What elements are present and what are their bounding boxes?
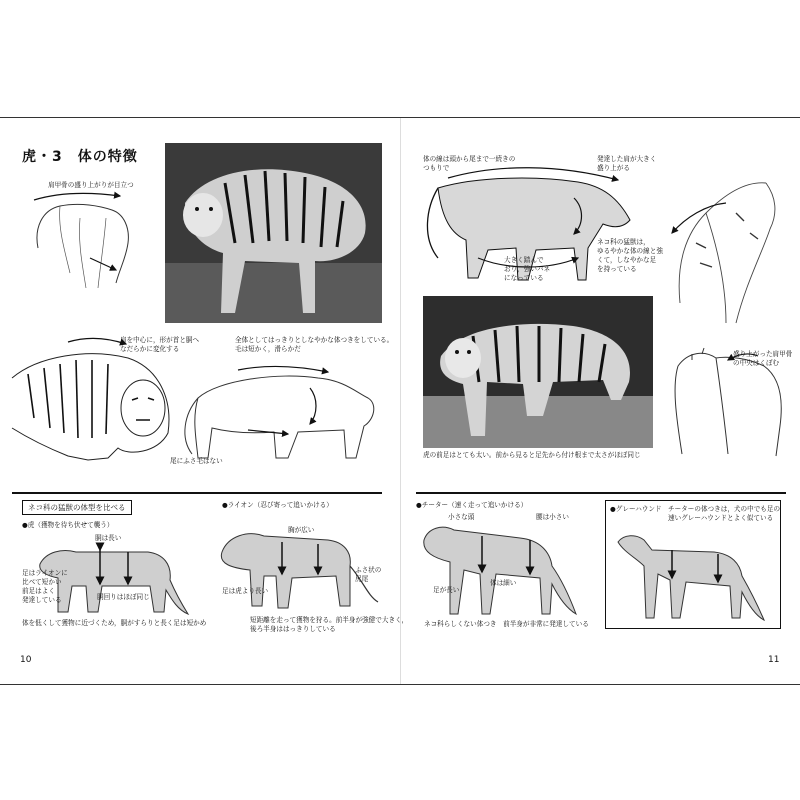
greyhound-note: チーターの体つきは，犬の中でも足の 速いグレーハウンドとよく似ている <box>668 505 781 522</box>
tiger-caption: 体を低くして獲物に近づくため，胴がすらりと長く足は短かめ <box>22 619 207 627</box>
cheetah-label: ●チーター（速く走って追いかける） <box>416 501 528 509</box>
cheetah-head-note: 小さな頭 <box>448 513 475 521</box>
page-number-left: 10 <box>20 655 32 665</box>
shoulder-back-annotation: 盛り上がった肩甲骨 の中央はくぼむ <box>733 350 793 367</box>
cheetah-silhouette <box>420 518 580 618</box>
whole-body-annotation: 全体としてはっきりとしなやかな体つきをしている。 毛は短かく，滑らかだ <box>235 336 394 353</box>
page-number-right: 11 <box>768 655 780 665</box>
tiger-outline-sketch <box>178 358 388 473</box>
book-spread <box>0 117 800 685</box>
lion-label: ●ライオン（忍び寄って追いかける） <box>222 501 333 509</box>
section-title: ネコ科の猛獣の体型を比べる <box>22 500 132 515</box>
tail-annotation: 尾にふさ毛はない <box>170 457 223 465</box>
step-annotation: 大きく踏んで おり，強いバネ になっている <box>504 256 551 282</box>
feature-annotation: ネコ科の猛獣は， ゆるやかな体の線と強 くて，しなやかな足 を持っている <box>597 238 663 273</box>
tiger-back-sketch <box>666 173 790 333</box>
lion-tail-note: ふさ状の 尻尾 <box>355 566 382 583</box>
greyhound-silhouette <box>614 528 774 623</box>
page-title: 虎・3 体の特徴 <box>22 149 138 165</box>
tiger-walking-photo <box>165 143 382 323</box>
photo-caption: 虎の前足はとても太い。前から見ると足先から付け根まで太さがほぼ同じ <box>423 451 641 459</box>
lion-caption: 短距離を走って獲物を狩る。前半身が強健で大きく， 後ろ半身ははっきりしている <box>250 616 409 633</box>
shoulder-blade-annotation: 発達した肩が大きく 盛り上がる <box>597 155 657 172</box>
tiger-front-photo <box>423 296 653 448</box>
greyhound-label: ●グレーハウンド <box>610 505 662 513</box>
shoulder-annotation: 肩甲骨の盛り上がりが目立つ <box>48 181 134 189</box>
page-gutter <box>400 118 401 684</box>
lion-chest-note: 胸が広い <box>288 526 315 534</box>
section-rule-left <box>12 492 382 494</box>
spine-annotation: 体の線は頭から尾まで一続きの つもりで <box>423 155 516 172</box>
tiger-walking-photo-image <box>165 143 382 323</box>
cheetah-waist-note: 腰は小さい <box>536 513 569 521</box>
tiger-front-photo-image <box>423 296 653 448</box>
cheetah-body-note: 体は細い <box>490 579 517 587</box>
cheetah-legs-note: 足が長い <box>433 586 460 594</box>
lion-legs-note: 足は虎より長い <box>222 587 269 595</box>
tiger-legs-note: 足はライオンに 比べて短かい 前足はよく 発達している <box>22 569 68 604</box>
tiger-rear-sketch <box>20 188 140 298</box>
tiger-torso-note: 胴は長い <box>95 534 122 542</box>
cheetah-caption: ネコ科らしくない体つき 前半身が非常に発達している <box>424 620 589 628</box>
tiger-shoulder-sketch <box>8 338 173 468</box>
shoulder-center-annotation: 肩を中心に，形が首と胴へ なだらかに変化する <box>120 336 200 353</box>
tiger-height-note: 胴回りはほぼ同じ <box>97 593 150 601</box>
section-rule-right <box>416 492 786 494</box>
tiger-label: ●虎（獲物を待ち伏せて襲う） <box>22 521 114 529</box>
